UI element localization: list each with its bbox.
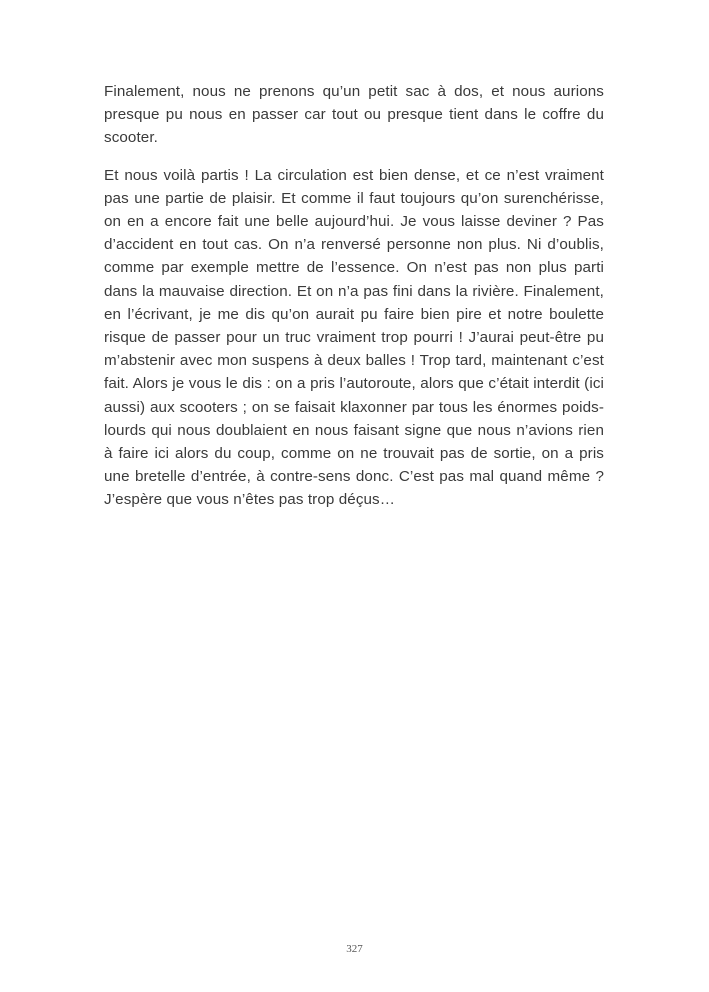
paragraph-2: Et nous voilà partis ! La circulation est bien dense, et ce n’est vraiment pas une partie de plaisir. Et comme il faut toujours qu’on surenchérisse, on en a encore fait une belle aujourd’hui. Je vous laisse deviner ? Pas d’accident en tout cas. On n’a renversé personne non plus. Ni d’oublis, comme par exemple mettre de l’essence. On n’est pas non plus parti dans la mauvaise direction. Et on n’a pas fini dans la rivière. Finalement, en l’écrivant, je me dis qu’on aurait pu faire bien pire et notre boulette risque de passer pour un truc vraiment trop pourri ! J’aurai peut-être pu m’abstenir avec mon suspens à deux balles ! Trop tard, maintenant c’est fait. Alors je vous le dis : on a pris l’autoroute, alors que c’était interdit (ici aussi) aux scooters ; on se faisait klaxonner par tous les énormes poids-lourds qui nous doublaient en nous faisant signe que nous n’avions rien à faire ici alors du coup, comme on ne trouvait pas de sortie, on a pris une bretelle d’entrée, à contre-sens donc. C’est pas mal quand même ? J’espère que vous n’êtes pas trop déçus… xyxy=(104,166,604,509)
body-text xyxy=(104,80,604,512)
page-number: 327 xyxy=(346,943,363,955)
paragraph-1: Finalement, nous ne prenons qu’un petit sac à dos, et nous aurions presque pu nous en passer car tout ou presque tient dans le coffre du scooter. xyxy=(104,83,604,147)
